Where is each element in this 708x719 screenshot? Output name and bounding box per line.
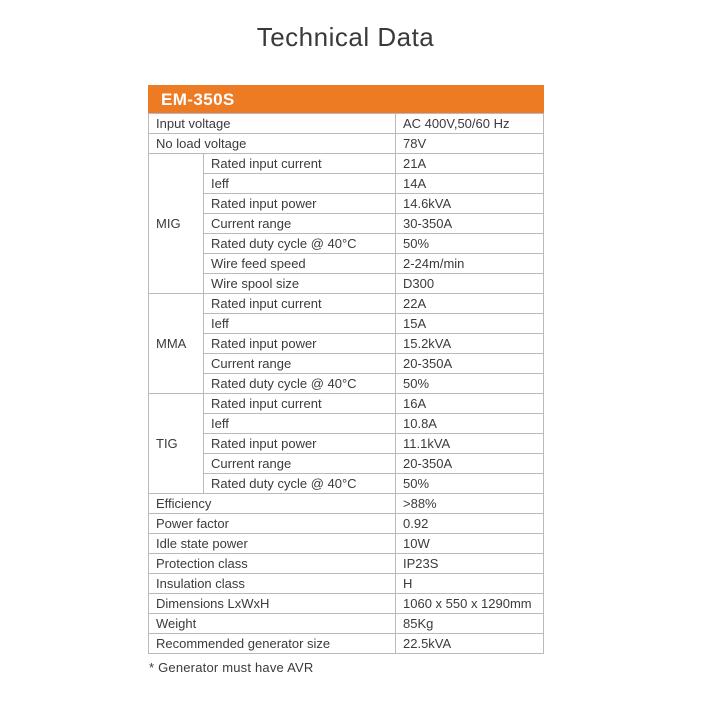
spec-label-cell: Input voltage <box>149 114 396 134</box>
spec-label-cell: Ieff <box>204 414 396 434</box>
spec-label-cell: Ieff <box>204 174 396 194</box>
spec-value-cell: 85Kg <box>396 614 544 634</box>
spec-value-cell: 22A <box>396 294 544 314</box>
table-row <box>149 234 544 254</box>
technical-data-page <box>148 22 543 675</box>
spec-value-cell: AC 400V,50/60 Hz <box>396 114 544 134</box>
spec-value-cell: 50% <box>396 474 544 494</box>
group-cell-tig: TIG <box>149 394 204 494</box>
spec-label-cell: Rated duty cycle @ 40°C <box>204 374 396 394</box>
group-cell-mma: MMA <box>149 294 204 394</box>
spec-label-cell: Rated input power <box>204 334 396 354</box>
spec-value-cell: 30-350A <box>396 214 544 234</box>
table-row <box>149 514 544 534</box>
spec-value-cell: 14.6kVA <box>396 194 544 214</box>
spec-label-cell: Efficiency <box>149 494 396 514</box>
spec-label-cell: Rated input current <box>204 294 396 314</box>
spec-label-cell: Wire spool size <box>204 274 396 294</box>
table-row <box>149 434 544 454</box>
table-row <box>149 634 544 654</box>
table-row <box>149 354 544 374</box>
table-row <box>149 194 544 214</box>
spec-value-cell: 20-350A <box>396 354 544 374</box>
spec-label-cell: Protection class <box>149 554 396 574</box>
spec-label-cell: Rated input current <box>204 154 396 174</box>
spec-value-cell: IP23S <box>396 554 544 574</box>
spec-label-cell: Recommended generator size <box>149 634 396 654</box>
spec-value-cell: 78V <box>396 134 544 154</box>
table-row <box>149 154 544 174</box>
table-row <box>149 134 544 154</box>
spec-value-cell: 10.8A <box>396 414 544 434</box>
spec-value-cell: 10W <box>396 534 544 554</box>
spec-value-cell: 22.5kVA <box>396 634 544 654</box>
generator-footnote: * Generator must have AVR <box>149 660 314 675</box>
spec-value-cell: >88% <box>396 494 544 514</box>
spec-label-cell: Ieff <box>204 314 396 334</box>
model-header: EM-350S <box>149 86 544 114</box>
table-row <box>149 174 544 194</box>
group-cell-mig: MIG <box>149 154 204 294</box>
table-row <box>149 294 544 314</box>
spec-label-cell: Rated input power <box>204 194 396 214</box>
table-row <box>149 254 544 274</box>
spec-label-cell: Current range <box>204 454 396 474</box>
spec-value-cell: 15A <box>396 314 544 334</box>
spec-label-cell: Current range <box>204 214 396 234</box>
spec-value-cell: H <box>396 574 544 594</box>
spec-label-cell: Rated input current <box>204 394 396 414</box>
spec-value-cell: D300 <box>396 274 544 294</box>
spec-label-cell: No load voltage <box>149 134 396 154</box>
table-row <box>149 494 544 514</box>
spec-value-cell: 14A <box>396 174 544 194</box>
page-title: Technical Data <box>256 22 435 52</box>
spec-value-cell: 50% <box>396 374 544 394</box>
table-row <box>149 114 544 134</box>
spec-value-cell: 0.92 <box>396 514 544 534</box>
table-row <box>149 574 544 594</box>
technical-data-table <box>148 85 544 654</box>
spec-value-cell: 1060 x 550 x 1290mm <box>396 594 544 614</box>
spec-label-cell: Rated duty cycle @ 40°C <box>204 234 396 254</box>
table-header-row <box>149 86 544 114</box>
spec-label-cell: Dimensions LxWxH <box>149 594 396 614</box>
table-row <box>149 214 544 234</box>
spec-label-cell: Rated duty cycle @ 40°C <box>204 474 396 494</box>
table-row <box>149 374 544 394</box>
table-row <box>149 534 544 554</box>
spec-label-cell: Insulation class <box>149 574 396 594</box>
spec-value-cell: 21A <box>396 154 544 174</box>
table-row <box>149 394 544 414</box>
spec-value-cell: 50% <box>396 234 544 254</box>
spec-value-cell: 20-350A <box>396 454 544 474</box>
spec-label-cell: Rated input power <box>204 434 396 454</box>
spec-label-cell: Power factor <box>149 514 396 534</box>
spec-value-cell: 16A <box>396 394 544 414</box>
spec-value-cell: 15.2kVA <box>396 334 544 354</box>
spec-label-cell: Wire feed speed <box>204 254 396 274</box>
table-row <box>149 334 544 354</box>
spec-label-cell: Idle state power <box>149 534 396 554</box>
table-row <box>149 414 544 434</box>
table-row <box>149 614 544 634</box>
table-row <box>149 314 544 334</box>
spec-label-cell: Weight <box>149 614 396 634</box>
table-row <box>149 454 544 474</box>
spec-value-cell: 2-24m/min <box>396 254 544 274</box>
table-row <box>149 474 544 494</box>
spec-label-cell: Current range <box>204 354 396 374</box>
spec-value-cell: 11.1kVA <box>396 434 544 454</box>
table-row <box>149 554 544 574</box>
table-row <box>149 594 544 614</box>
table-row <box>149 274 544 294</box>
